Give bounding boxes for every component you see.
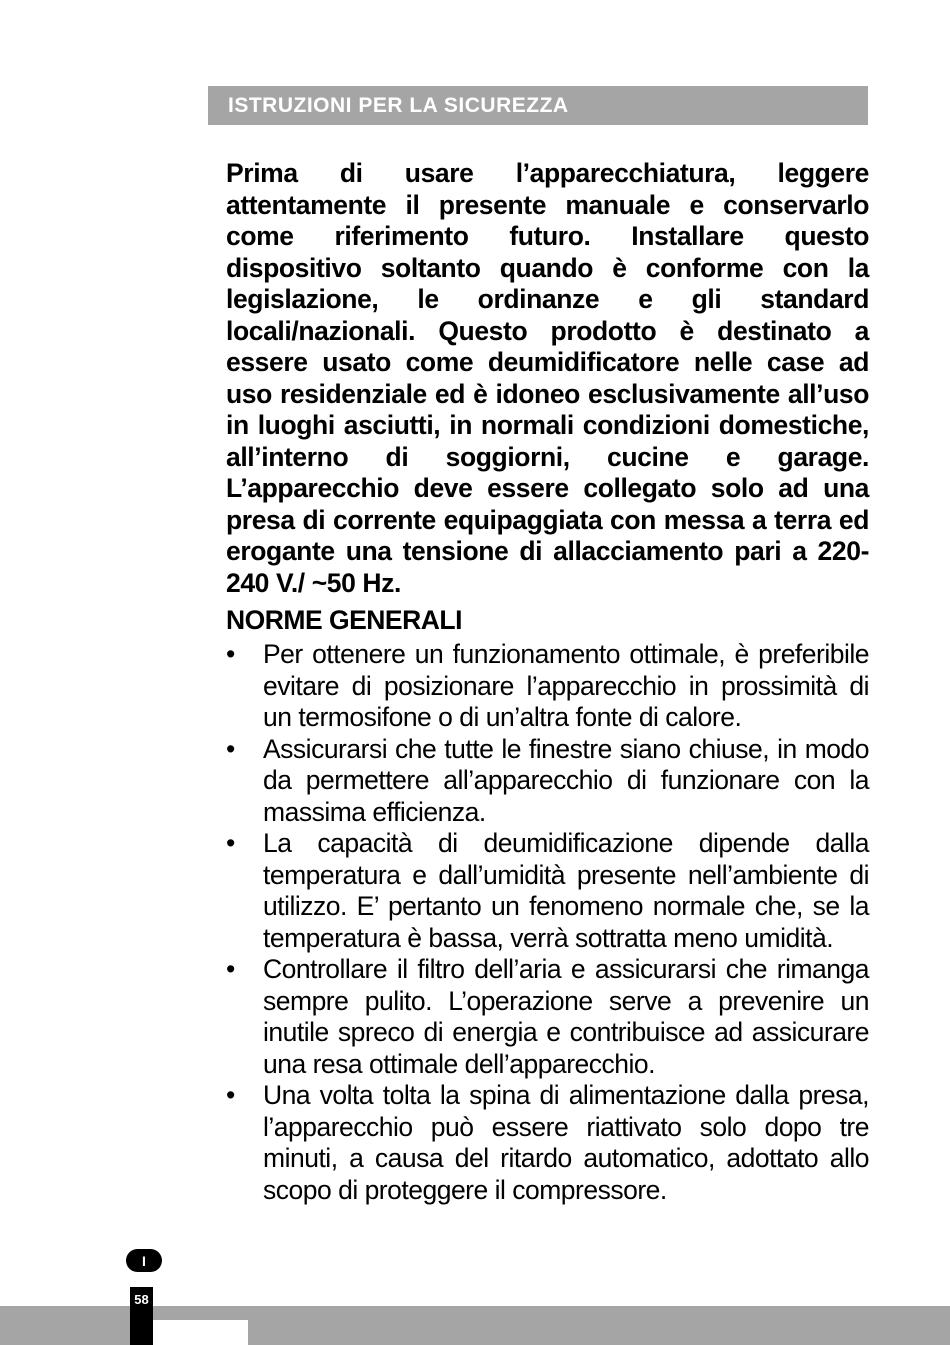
section-header-title: ISTRUZIONI PER LA SICUREZZA <box>228 93 569 117</box>
bullet-icon: • <box>226 954 235 984</box>
bullet-icon: • <box>226 1080 235 1110</box>
list-item <box>226 734 869 829</box>
general-rules-list <box>226 639 869 1206</box>
list-item-text: La capacità di deumidificazione dipende dalla temperatura e dall’umidità presente nell’ambiente di utilizzo. E’ pertanto un fenomeno normale che, se la temperatura è bassa, verrà sottratta meno umidità. <box>263 828 869 953</box>
list-item <box>226 1080 869 1206</box>
bullet-icon: • <box>226 639 235 669</box>
list-item-text: Assicurarsi che tutte le finestre siano chiuse, in modo da permettere all’apparecchio di funzionare con la massima efficienza. <box>263 733 869 827</box>
list-item-text: Controllare il filtro dell’aria e assicurarsi che rimanga sempre pulito. L’operazione serve a prevenire un inutile spreco di energia e contribuisce ad assicurare una resa ottimale dell’apparecchio. <box>263 954 869 1079</box>
intro-paragraph: Prima di usare l’apparecchiatura, leggere attentamente il presente manuale e conservarlo come riferimento futuro. Installare questo dispositivo soltanto quando è conforme con la legislazione, le ordinanze e gli standard locali/nazionali. Questo prodotto è destinato a essere usato come deumidificatore nelle case ad uso residenziale ed è idoneo esclusivamente all’uso in luoghi asciutti, in normali condizioni domestiche, all’interno di soggiorni, cucine e garage. L’apparecchio deve essere collegato solo ad una presa di corrente equipaggiata con messa a terra ed erogante una tensione di allacciamento pari a 220-240 V./ ~50 Hz. <box>226 158 869 598</box>
section-header-bar <box>208 86 868 125</box>
list-item <box>226 828 869 954</box>
bullet-icon: • <box>226 733 235 764</box>
list-item-text: Per ottenere un funzionamento ottimale, è preferibile evitare di posizionare l’apparecchio in prossimità di un termosifone o di un’altra fonte di calore. <box>263 639 869 732</box>
list-item-text: Una volta tolta la spina di alimentazione dalla presa, l’apparecchio può essere riattivato solo dopo tre minuti, a causa del ritardo automatico, adottato allo scopo di proteggere il compressore. <box>263 1080 869 1205</box>
list-item <box>226 639 869 734</box>
list-item <box>226 954 869 1080</box>
footer-white-strip <box>153 1320 248 1345</box>
language-badge: I <box>126 1249 162 1272</box>
page-number: 58 <box>134 1292 149 1307</box>
bullet-icon: • <box>226 828 235 858</box>
general-rules-heading: NORME GENERALI <box>226 605 462 635</box>
